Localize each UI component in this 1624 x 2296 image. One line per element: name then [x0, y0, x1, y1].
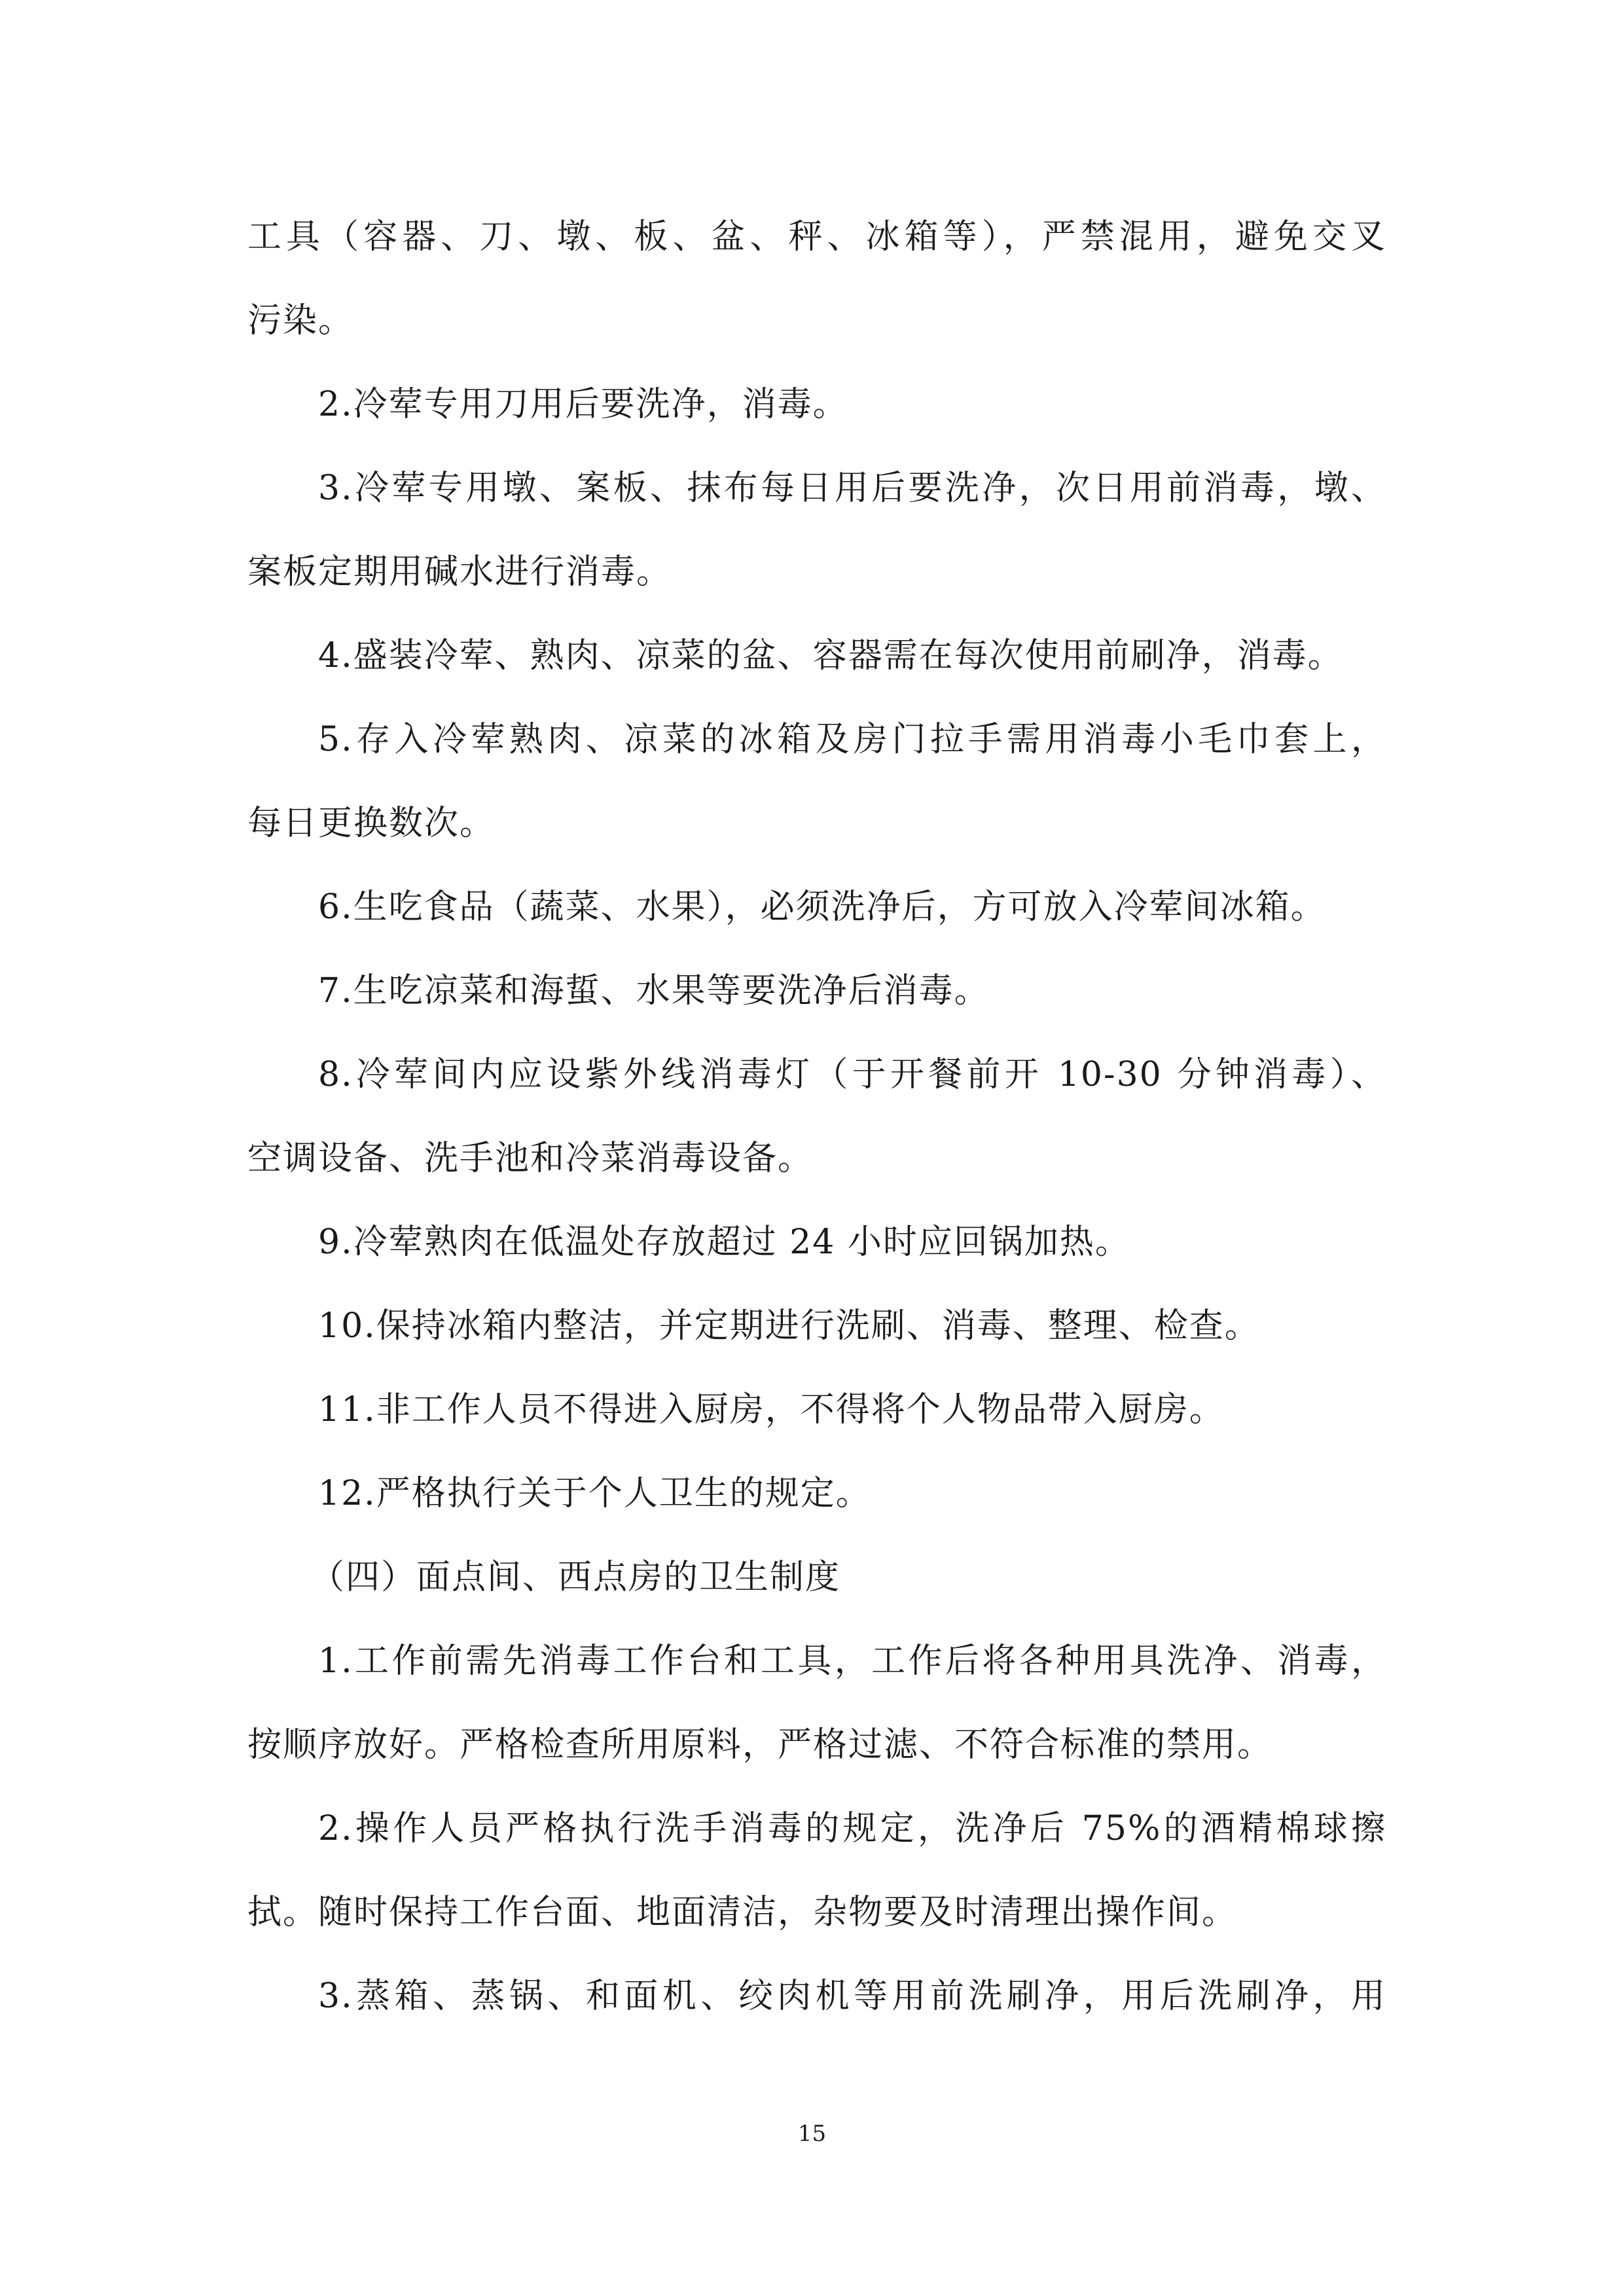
paragraph-line: 按顺序放好。严格检查所用原料，严格过滤、不符合标准的禁用。	[247, 1725, 1273, 1765]
list-item-6: 6.生吃食品（蔬菜、水果），必须洗净后，方可放入冷荤间冰箱。	[318, 888, 1326, 927]
list-item-1: 1.工作前需先消毒工作台和工具，工作后将各种用具洗净、消毒，	[318, 1641, 1386, 1681]
list-item-11: 11.非工作人员不得进入厨房，不得将个人物品带入厨房。	[318, 1390, 1225, 1429]
paragraph-line: 空调设备、洗手池和冷菜消毒设备。	[247, 1139, 814, 1178]
list-item-2: 2.操作人员严格执行洗手消毒的规定，洗净后 75%的酒精棉球擦	[318, 1809, 1386, 1848]
list-item-5: 5.存入冷荤熟肉、凉菜的冰箱及房门拉手需用消毒小毛巾套上，	[318, 720, 1386, 759]
paragraph-line: 案板定期用碱水进行消毒。	[247, 552, 672, 592]
list-item-8: 8.冷荤间内应设紫外线消毒灯（于开餐前开 10-30 分钟消毒）、	[318, 1055, 1386, 1094]
list-item-3: 3.蒸箱、蒸锅、和面机、绞肉机等用前洗刷净，用后洗刷净，用	[318, 1977, 1386, 2016]
paragraph-line: 污染。	[247, 301, 354, 340]
list-item-10: 10.保持冰箱内整洁，并定期进行洗刷、消毒、整理、检查。	[318, 1306, 1260, 1346]
list-item-7: 7.生吃凉菜和海蜇、水果等要洗净后消毒。	[318, 971, 990, 1011]
list-item-12: 12.严格执行关于个人卫生的规定。	[318, 1474, 871, 1513]
list-item-9: 9.冷荤熟肉在低温处存放超过 24 小时应回锅加热。	[318, 1223, 1130, 1262]
list-item-3: 3.冷荤专用墩、案板、抹布每日用后要洗净，次日用前消毒，墩、	[318, 469, 1386, 508]
list-item-2: 2.冷荤专用刀用后要洗净，消毒。	[318, 385, 848, 424]
list-item-4: 4.盛装冷荤、熟肉、凉菜的盆、容器需在每次使用前刷净，消毒。	[318, 636, 1343, 675]
page-number: 15	[797, 2121, 827, 2147]
paragraph-line: 拭。随时保持工作台面、地面清洁，杂物要及时清理出操作间。	[247, 1893, 1238, 1932]
paragraph-line: 每日更换数次。	[247, 804, 496, 843]
paragraph-line: 工具（容器、刀、墩、板、盆、秤、冰箱等），严禁混用，避免交叉	[247, 217, 1386, 257]
section-heading: （四）面点间、西点房的卫生制度	[310, 1558, 841, 1597]
